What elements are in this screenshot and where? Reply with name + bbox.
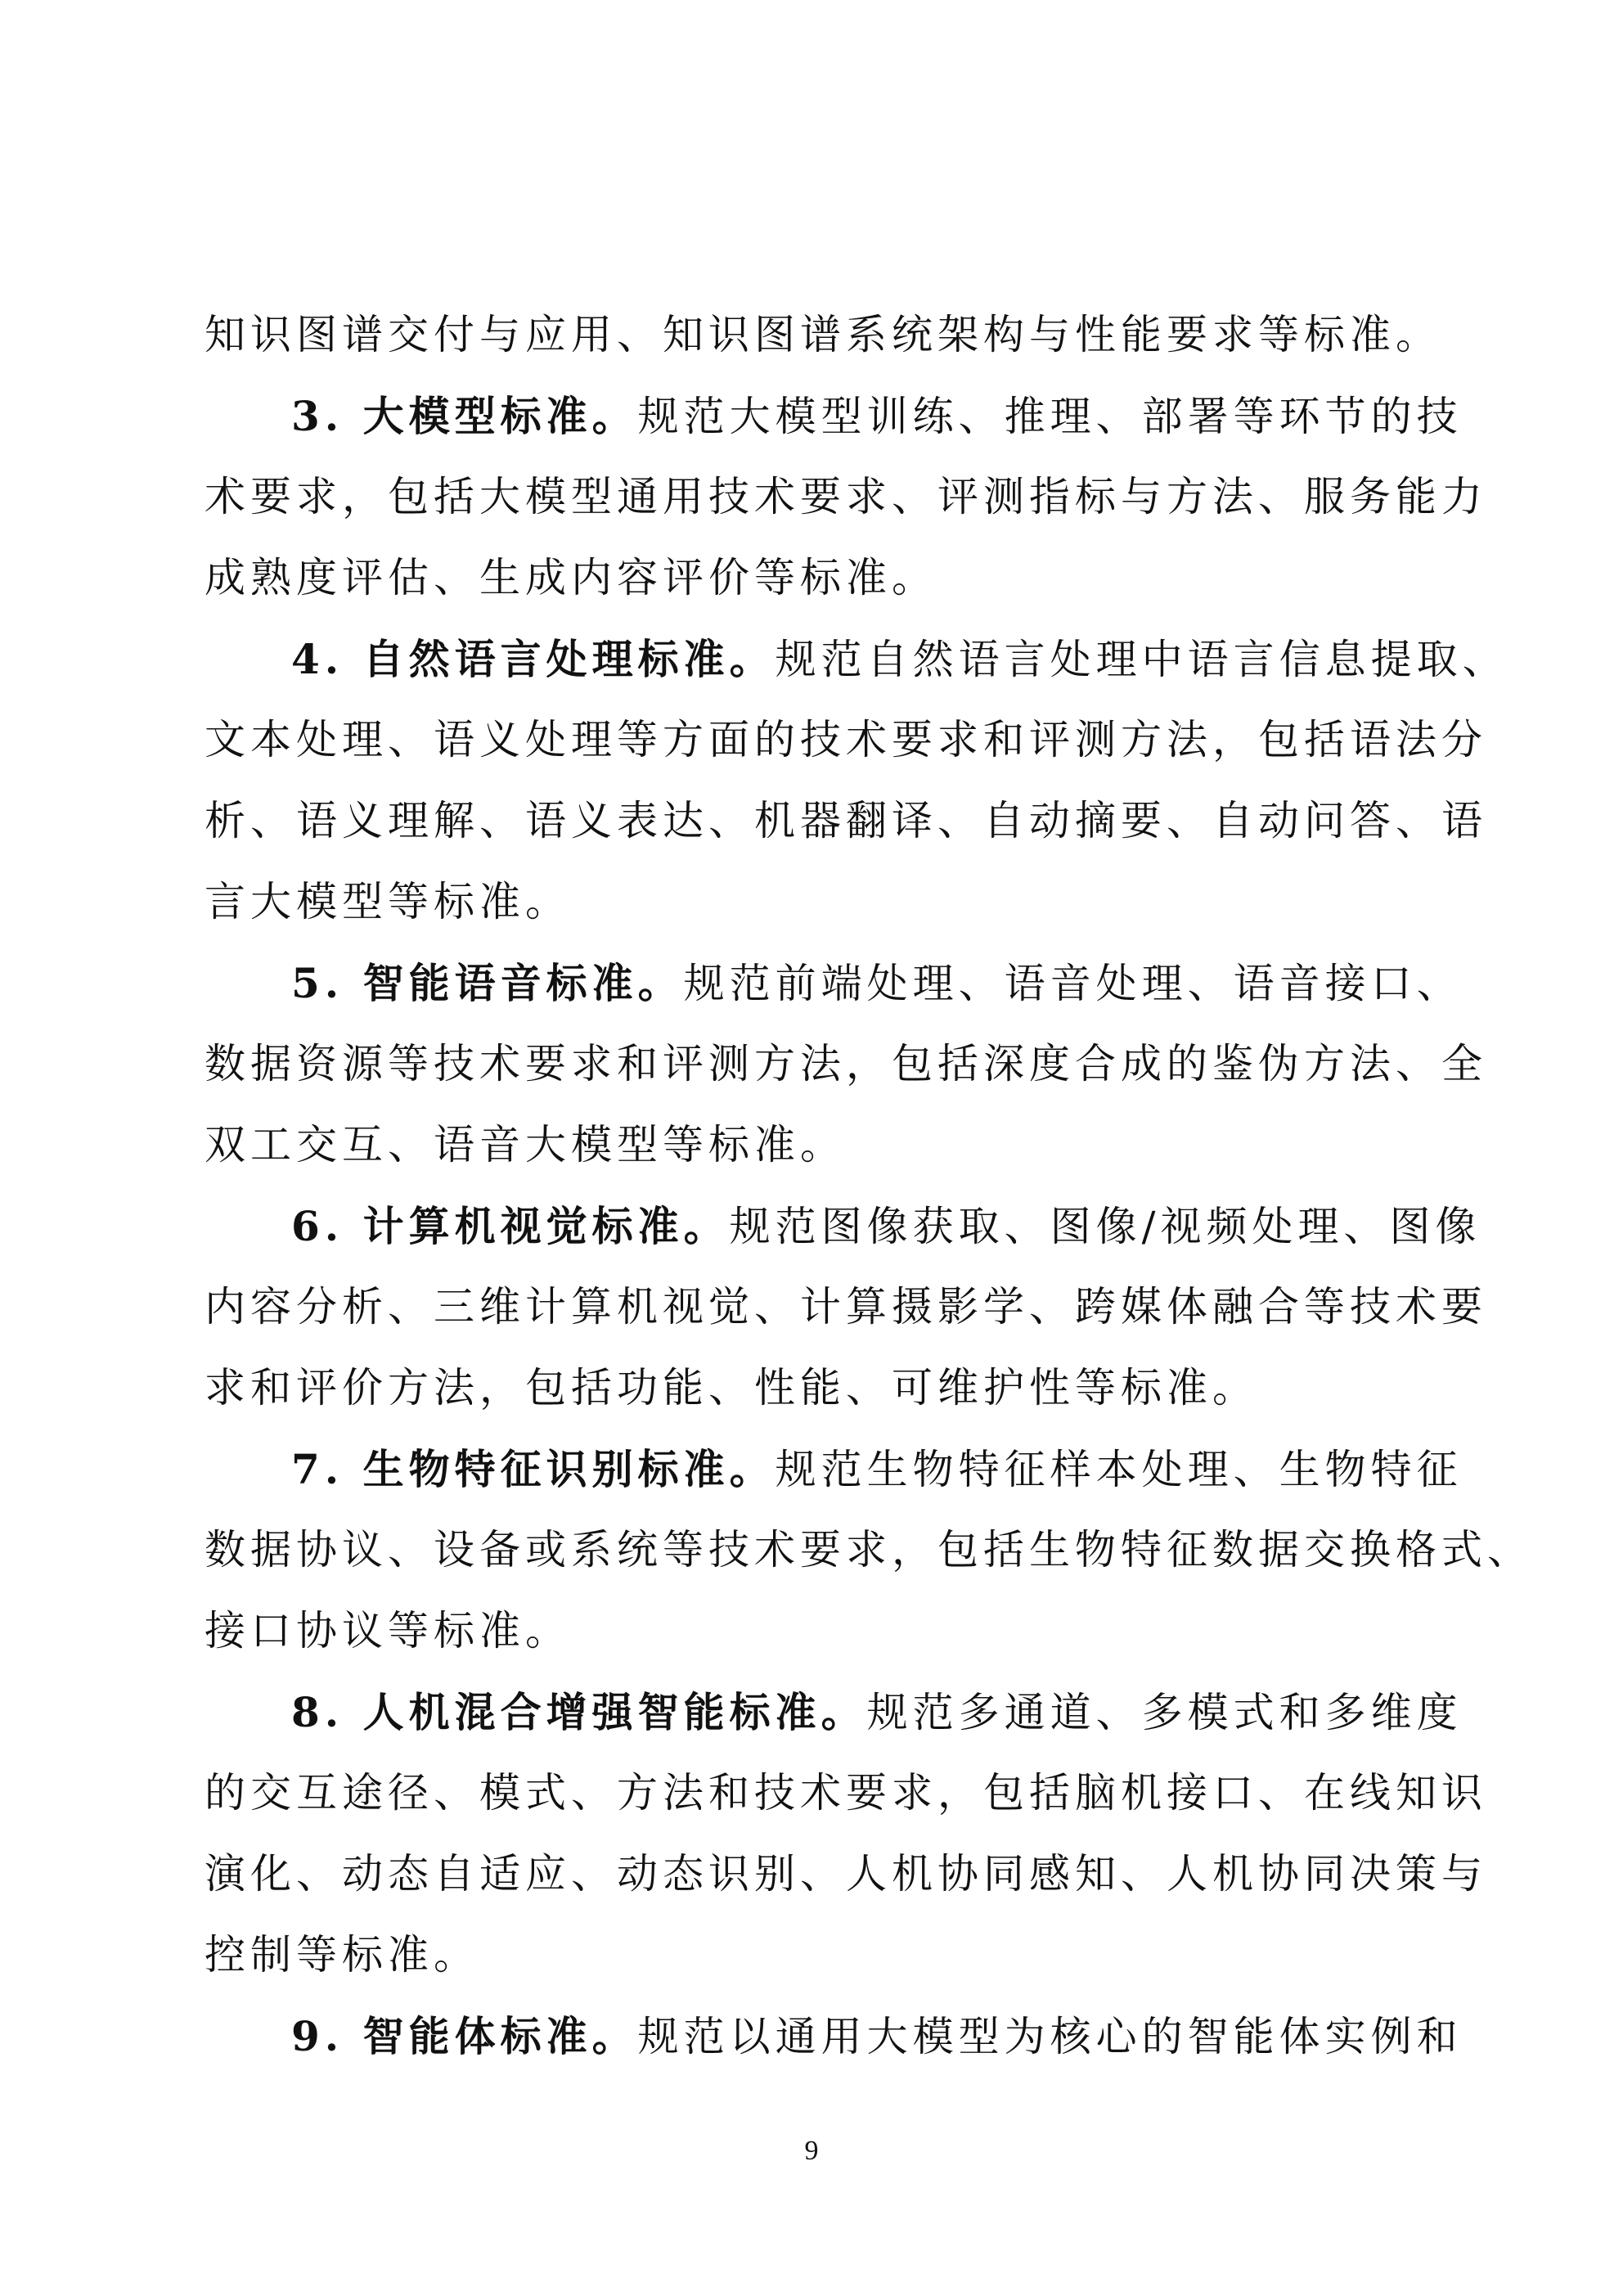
text-line xyxy=(205,376,1463,457)
line-text: 规范多通道、多模式和多维度 xyxy=(866,1689,1463,1736)
line-text: 控制等标准。 xyxy=(205,1931,479,1979)
line-text: 文本处理、语义处理等方面的技术要求和评测方法，包括语法分 xyxy=(205,716,1487,763)
line-text: 接口协议等标准。 xyxy=(205,1607,571,1654)
section-heading: 6. 计算机视觉标准。 xyxy=(291,1202,730,1250)
page-number: 9 xyxy=(804,2136,819,2166)
line-text: 规范图像获取、图像/视频处理、图像 xyxy=(729,1203,1481,1250)
text-line xyxy=(205,1267,1487,1348)
section-heading: 4. 自然语言处理标准。 xyxy=(291,635,776,683)
line-text: 规范大模型训练、推理、部署等环节的技 xyxy=(637,393,1463,440)
line-text: 的交互途径、模式、方法和技术要求，包括脑机接口、在线知识 xyxy=(205,1769,1487,1817)
line-text: 规范自然语言处理中语言信息提取、 xyxy=(775,636,1508,683)
text-line xyxy=(205,943,1463,1024)
section-heading: 3. 大模型标准。 xyxy=(291,392,638,440)
text-line xyxy=(205,1591,1415,1672)
text-line xyxy=(205,1186,1481,1267)
text-line xyxy=(205,1915,1415,1996)
line-text: 规范生物特征样本处理、生物特征 xyxy=(775,1446,1463,1493)
document-body xyxy=(205,295,1533,2077)
text-line xyxy=(205,1429,1463,1510)
text-line xyxy=(205,1996,1463,2077)
line-text: 双工交互、语音大模型等标准。 xyxy=(205,1121,846,1168)
text-line xyxy=(205,700,1487,781)
text-line xyxy=(205,1105,1415,1186)
text-line xyxy=(205,1348,1415,1429)
line-text: 演化、动态自适应、动态识别、人机协同感知、人机协同决策与 xyxy=(205,1850,1487,1898)
text-line xyxy=(205,1024,1487,1105)
section-heading: 9. 智能体标准。 xyxy=(291,2012,638,2060)
section-heading: 8. 人机混合增强智能标准。 xyxy=(291,1688,867,1736)
text-line xyxy=(205,619,1508,700)
text-line xyxy=(205,1753,1487,1834)
line-text: 析、语义理解、语义表达、机器翻译、自动摘要、自动问答、语 xyxy=(205,797,1487,844)
text-line xyxy=(205,457,1487,538)
line-text: 言大模型等标准。 xyxy=(205,878,571,925)
section-heading: 5. 智能语音标准。 xyxy=(291,959,684,1007)
section-heading: 7. 生物特征识别标准。 xyxy=(291,1445,776,1493)
line-text: 知识图谱交付与应用、知识图谱系统架构与性能要求等标准。 xyxy=(205,311,1441,358)
line-text: 求和评价方法，包括功能、性能、可维护性等标准。 xyxy=(205,1364,1258,1411)
line-text: 术要求，包括大模型通用技术要求、评测指标与方法、服务能力 xyxy=(205,473,1487,520)
line-text: 规范以通用大模型为核心的智能体实例和 xyxy=(637,2013,1463,2060)
text-line xyxy=(205,1510,1533,1591)
text-line xyxy=(205,1672,1463,1753)
line-text: 数据协议、设备或系统等技术要求，包括生物特征数据交换格式、 xyxy=(205,1526,1533,1573)
text-line xyxy=(205,781,1487,862)
text-line xyxy=(205,538,1415,619)
text-line xyxy=(205,1834,1487,1915)
line-text: 内容分析、三维计算机视觉、计算摄影学、跨媒体融合等技术要 xyxy=(205,1283,1487,1330)
text-line xyxy=(205,295,1441,376)
line-text: 成熟度评估、生成内容评价等标准。 xyxy=(205,554,937,601)
text-line xyxy=(205,862,1415,943)
line-text: 数据资源等技术要求和评测方法，包括深度合成的鉴伪方法、全 xyxy=(205,1040,1487,1087)
line-text: 规范前端处理、语音处理、语音接口、 xyxy=(683,960,1463,1007)
